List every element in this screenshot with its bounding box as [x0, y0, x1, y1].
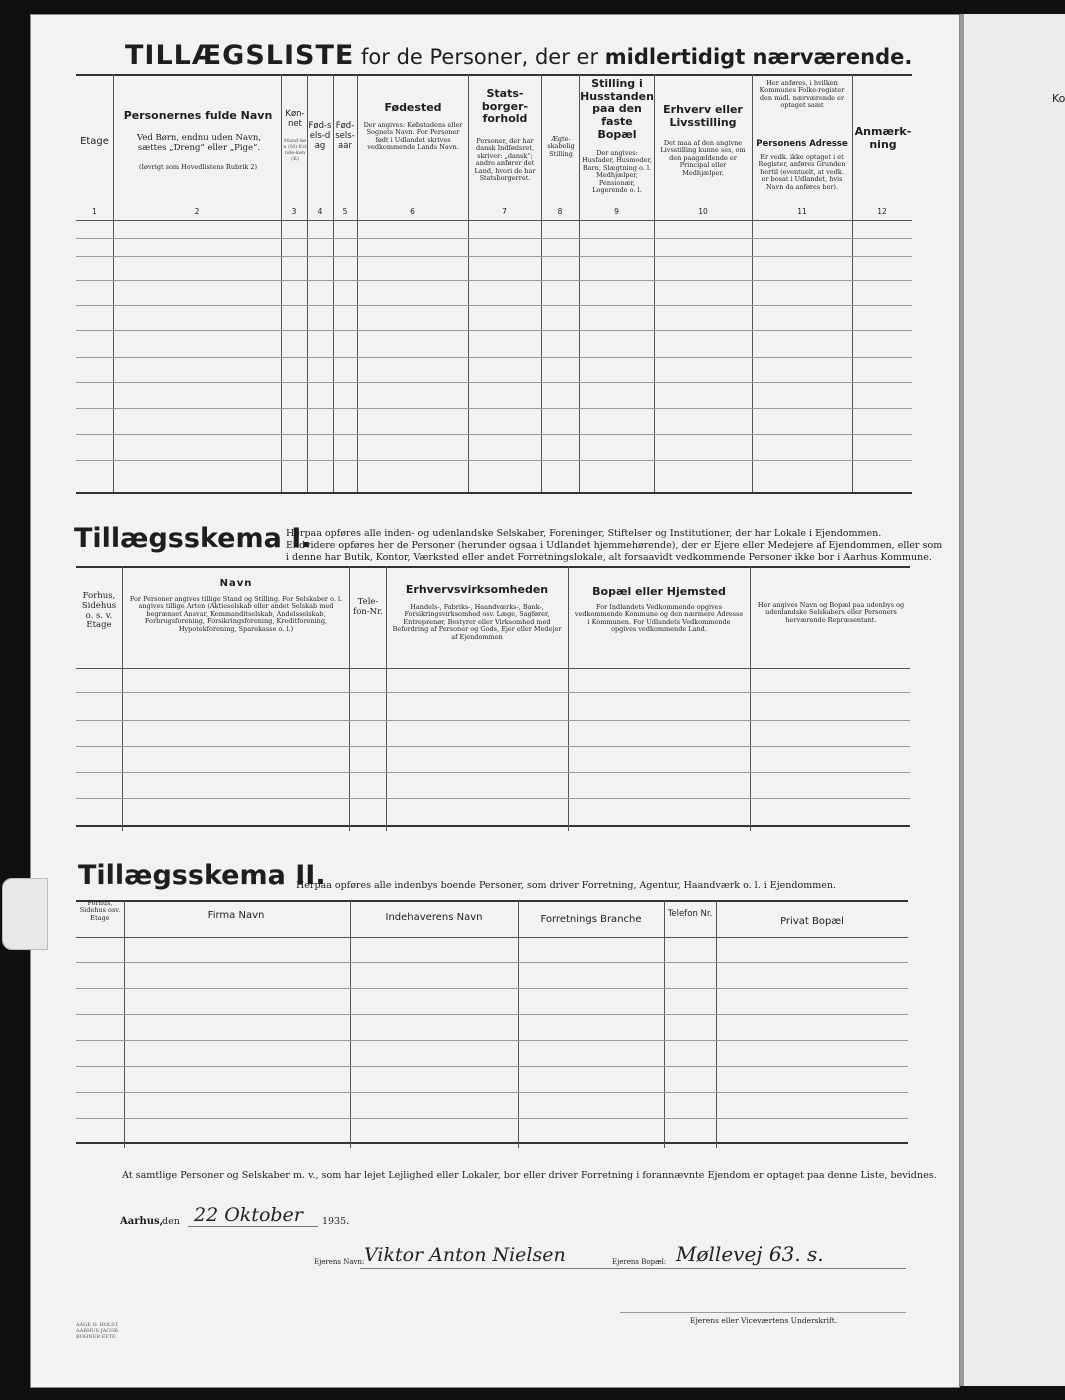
col-num-12: 12 [877, 207, 887, 216]
table1-col-divider [281, 74, 282, 492]
header-stilling-husstand: Stilling i Husstanden paa den faste Bopæl [580, 77, 654, 141]
header-statsborger: Stats-borger-forhold [481, 87, 529, 126]
footer-den: den [162, 1216, 180, 1227]
schema1-col-divider [122, 566, 123, 831]
schema2-col-divider [350, 900, 351, 1148]
footer-statement: At samtlige Personer og Selskaber m. v., som har lejet Lejlighed eller Lokaler, bor eller driver Forretning i forannævnte Ejendom er optaget paa denne Liste, bevidnes. [122, 1170, 937, 1181]
date-line [188, 1226, 318, 1227]
header-aegteskab: Ægte-skabelig Stilling [547, 135, 575, 158]
header-name: Personernes fulde Navn [123, 109, 273, 122]
schema1-row-line [76, 692, 910, 693]
schema1-row-line [76, 798, 910, 799]
s1-header-bopael: Bopæl eller Hjemsted [592, 585, 726, 598]
table1-header-bottom [76, 220, 912, 221]
header-foedested-sub: Der angives: Købstadens eller Sognets Navn. For Personer født i Udlandet skrives vedkommende Lands Navn. [363, 121, 463, 152]
header-foedested: Fødested [384, 101, 442, 114]
s2-header-firma: Firma Navn [207, 910, 265, 921]
col-num-4: 4 [317, 207, 323, 216]
s1-header-navn-sub: For Personer angives tillige Stand og Stilling. For Selskaber o. l. angives tillige Arten (Aktieselskab eller andet Selskab med begrænset Ansvar, Kommanditselskab, Andelsselskab, Forbrugsforening, Forsikringsforening, Kreditforening, Hypotekforening, Sparekasse o. l.) [129, 595, 343, 633]
col-num-1: 1 [92, 207, 97, 216]
col-num-9: 9 [614, 207, 619, 216]
schema1-row-line [76, 720, 910, 721]
table1-col-divider [357, 74, 358, 492]
signature-label: Ejerens eller Viceværtens Underskrift. [690, 1316, 838, 1325]
title-bold: midlertidigt nærværende. [604, 45, 913, 69]
schema2-header-bottom [76, 937, 908, 938]
footer-place: Aarhus, [120, 1216, 164, 1227]
schema1-col-divider [349, 566, 350, 831]
title-big: TILLÆGSLISTE [125, 40, 355, 71]
s2-header-indehaver: Indehaverens Navn [385, 912, 483, 923]
table1-row-line [76, 238, 912, 239]
col-num-10: 10 [698, 207, 708, 216]
s2-header-branche: Forretnings Branche [540, 914, 642, 925]
col-num-5: 5 [342, 207, 348, 216]
schema2-bottom-border [76, 1142, 908, 1144]
col-num-7: 7 [502, 207, 507, 216]
schema1-row-line [76, 746, 910, 747]
schema1-bottom-border [76, 825, 910, 827]
header-name-sub: Ved Børn, endnu uden Navn, sættes „Dreng“ eller „Pige“. [136, 133, 262, 153]
schema2-row-line [76, 988, 908, 989]
s1-header-etage: Forhus, Sidehus o. s. v. Etage [81, 591, 117, 631]
schema1-header-bottom [76, 668, 910, 669]
printer-imprint: AAGE O. HOLST, AARHUS JACOB BOHNER EFTF. [76, 1322, 119, 1340]
col-num-8: 8 [557, 207, 563, 216]
table1-col-divider [752, 74, 753, 492]
owner-name-handwritten: Viktor Anton Nielsen [364, 1244, 566, 1266]
table1-row-line [76, 330, 912, 331]
table1-row-line [76, 256, 912, 257]
table1-row-line [76, 357, 912, 358]
header-name-sub2: (Iøvrigt som Hovedlistens Rubrik 2) [138, 163, 258, 171]
schema2-top-border [76, 900, 908, 902]
table1-col-divider [654, 74, 655, 492]
schema1-title: Tillægsskema I. [74, 523, 312, 554]
table1-top-border [76, 74, 912, 76]
schema2-row-line [76, 1040, 908, 1041]
header-foedselsdag: Fød-sels-dag [308, 121, 332, 151]
header-adresse-pre: Her anføres, i hvilken Kommunes Folke-register den midl. nærværende er optaget samt [759, 79, 845, 110]
header-foedselsaar: Fød-sels-aar [335, 121, 355, 151]
signature-line [620, 1312, 906, 1313]
s2-header-etage: Forhus, Sidehus osv. Etage [79, 899, 121, 922]
table1-col-divider [113, 74, 114, 492]
header-erhverv-sub: Det maa af den angivne Livsstilling kunne ses, om den paagældende er Principal eller Medhjælper. [660, 139, 746, 177]
owner-addr-handwritten: Møllevej 63. s. [676, 1242, 824, 1266]
table1-row-line [76, 408, 912, 409]
schema1-col-divider [750, 566, 751, 831]
header-etage: Etage [80, 136, 109, 147]
s1-header-erhverv-sub: Handels-, Fabriks-, Haandværks-, Bank-, Forsikringsvirksomhed osv. Læge, Sagfører, Entreprenør, Bestyrer eller Virksomhed med Befordring af Personer og Gods, Ejer eller Medejer af Ejendommen [392, 603, 562, 641]
table1-bottom-border [76, 492, 912, 494]
page-spine [960, 14, 964, 1386]
col-num-2: 2 [194, 207, 200, 216]
owner-addr-label: Ejerens Bopæl: [612, 1258, 667, 1266]
table1-row-line [76, 305, 912, 306]
table1-col-divider [468, 74, 469, 492]
schema1-intro-3: i denne har Butik, Kontor, Værksted eller andet Forretningslokale, alt forsaavidt vedkommende Personer ikke bor i Aarhus Kommune. [286, 552, 932, 563]
s2-header-bopael: Privat Bopæl [780, 916, 844, 927]
table1-row-line [76, 280, 912, 281]
schema2-col-divider [716, 900, 717, 1148]
schema1-intro-1: Herpaa opføres alle inden- og udenlandske Selskaber, Foreninger, Stiftelser og Institutioner, der har Lokale i Ejendommen. [286, 528, 882, 539]
table1-row-line [76, 434, 912, 435]
schema1-col-divider [568, 566, 569, 831]
header-koennet-sub: Mand-køn (M) Kvinde-køn (K) [283, 138, 307, 162]
schema2-intro: Herpaa opføres alle indenbys boende Personer, som driver Forretning, Agentur, Haandværk o. l. i Ejendommen. [296, 880, 836, 891]
s1-header-erhverv: Erhvervsvirksomheden [405, 583, 549, 596]
header-koennet: Køn-net [285, 109, 305, 129]
schema1-col-divider [386, 566, 387, 831]
footer-date-handwritten: 22 Oktober [194, 1204, 303, 1226]
page-title [125, 40, 912, 71]
s1-header-bopael-sub: For Indlandets Vedkommende opgives vedkommende Kommune og den nærmere Adresse i Kommunen. For Udlandets Vedkommende opgives vedkommende Land. [574, 603, 744, 634]
schema2-col-divider [124, 900, 125, 1148]
col-num-3: 3 [291, 207, 297, 216]
s2-header-telefon: Telefon Nr. [667, 909, 713, 919]
right-page-edge [960, 14, 1065, 1386]
header-stilling-husstand-sub: Der angives: Husfader, Husmoder, Barn, Slægtning o. l. Medhjælper, Pensionær, Logerende o. l. [582, 149, 652, 195]
col-num-6: 6 [410, 207, 415, 216]
schema2-row-line [76, 962, 908, 963]
table1-row-line [76, 382, 912, 383]
header-adresse-sub: Er vedk. ikke optaget i et Register, anføres Grunden hertil (eventuelt, at vedk. er bosat i Udlandet, hvis Navn da anføres her). [758, 153, 846, 191]
header-anmaerkning: Anmærk-ning [854, 125, 912, 151]
header-statsborger-sub: Personer, der har dansk Indfødsret, skriver: „dansk“; andre anfører det Land, hvori de har Statsborgerret. [474, 137, 536, 183]
schema2-row-line [76, 1066, 908, 1067]
owner-name-label: Ejerens Navn: [314, 1258, 365, 1266]
table1-col-divider [541, 74, 542, 492]
s1-header-repr: Her angives Navn og Bopæl paa udenbys og udenlandske Selskabers eller Personers herværende Repræsentant. [757, 601, 905, 624]
header-adresse: Personens Adresse [756, 139, 848, 149]
schema1-intro-2: Endvidere opføres her de Personer (herunder ogsaa i Udlandet hjemmehørende), der er Ejere eller Medejere af Ejendommen, eller som [286, 540, 943, 551]
footer-year: 1935. [322, 1216, 350, 1227]
title-middle: for de Personer, der er [361, 45, 599, 69]
schema2-col-divider [664, 900, 665, 1148]
schema1-top-border [76, 566, 910, 568]
s1-header-telefon: Tele-fon-Nr. [353, 597, 383, 617]
schema2-row-line [76, 1118, 908, 1119]
schema2-row-line [76, 1014, 908, 1015]
paper-tab [2, 878, 48, 950]
s1-header-navn: Navn [219, 578, 253, 589]
col-num-11: 11 [797, 207, 807, 216]
table1-row-line [76, 460, 912, 461]
owner-line [360, 1268, 906, 1269]
schema1-row-line [76, 772, 910, 773]
header-erhverv: Erhverv eller Livsstilling [663, 103, 743, 129]
schema2-row-line [76, 1092, 908, 1093]
schema2-title: Tillægsskema II. [78, 860, 326, 891]
schema2-col-divider [518, 900, 519, 1148]
right-page-text: Ko [1052, 92, 1065, 105]
table1-col-divider [852, 74, 853, 492]
